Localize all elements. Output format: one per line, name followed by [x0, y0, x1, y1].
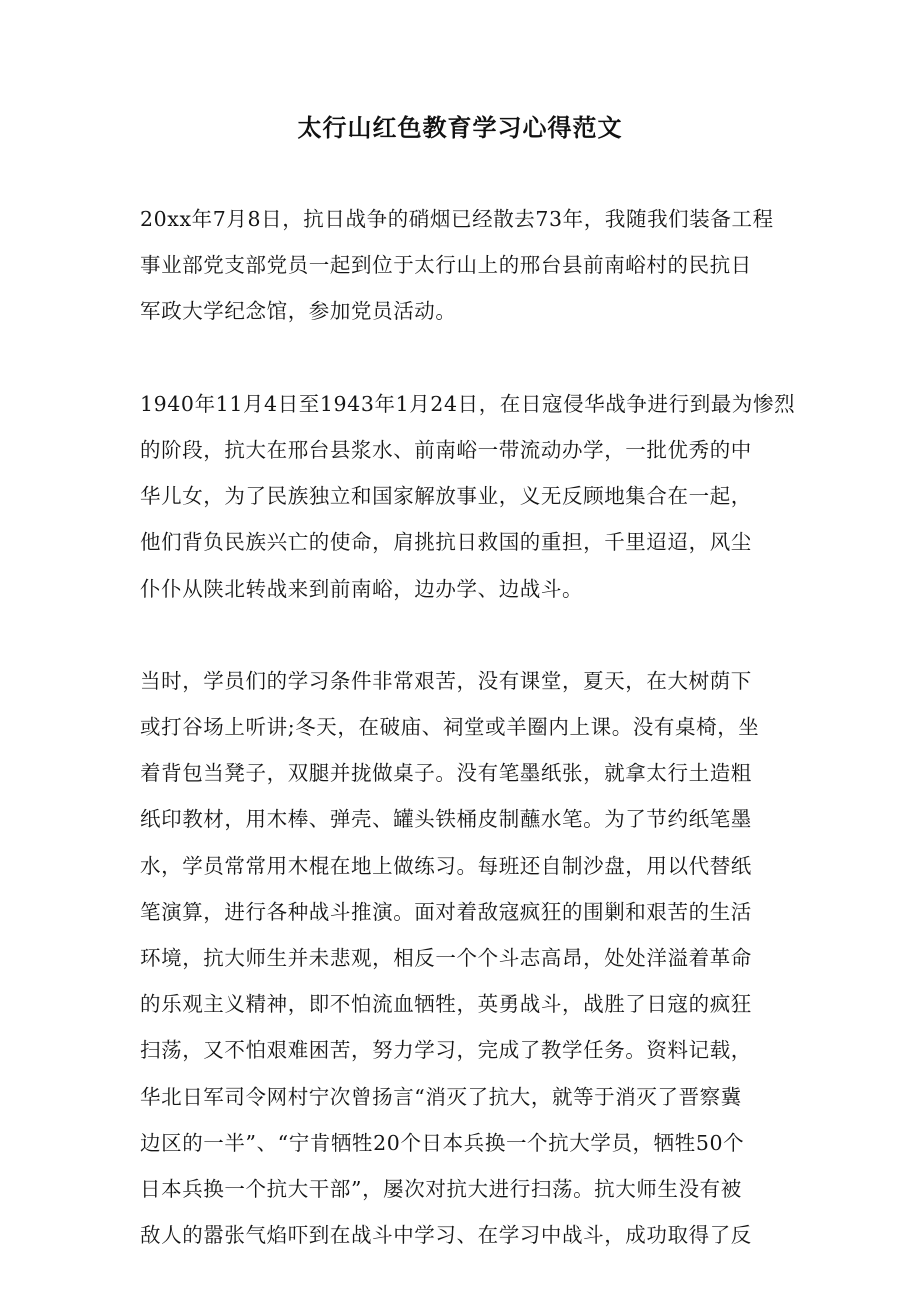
text-line: 纸印教材，用木棒、弹壳、罐头铁桶皮制蘸水笔。为了节约纸笔墨 — [140, 807, 752, 832]
text-line: 1940年11月4日至1943年1月24日，在日寇侵华战争进行到最为惨烈 — [140, 391, 796, 416]
paragraph-3 — [140, 658, 780, 1258]
paragraph-1 — [140, 196, 780, 335]
text-line: 仆仆从陕北转战来到前南峪，边办学、边战斗。 — [140, 576, 584, 601]
text-line: 华儿女，为了民族独立和国家解放事业，义无反顾地集合在一起， — [140, 484, 752, 509]
text-line: 日本兵换一个抗大干部”，屡次对抗大进行扫荡。抗大师生没有被 — [140, 1176, 742, 1201]
text-line: 军政大学纪念馆，参加党员活动。 — [140, 299, 457, 324]
text-line: 20xx年7月8日，抗日战争的硝烟已经散去73年，我随我们装备工程 — [140, 207, 774, 231]
text-line: 笔演算，进行各种战斗推演。面对着敌寇疯狂的围剿和艰苦的生活 — [140, 899, 752, 924]
text-line: 他们背负民族兴亡的使命，肩挑抗日救国的重担，千里迢迢，风尘 — [140, 530, 752, 555]
text-line: 环境，抗大师生并未悲观，相反一个个斗志高昂，处处洋溢着革命 — [140, 946, 752, 970]
text-line: 的乐观主义精神，即不怕流血牺牲，英勇战斗，战胜了日寇的疯狂 — [140, 992, 752, 1017]
document-body — [140, 196, 796, 1258]
text-line: 着背包当凳子，双腿并拢做桌子。没有笔墨纸张，就拿太行土造粗 — [140, 761, 752, 786]
text-line: 华北日军司令网村宁次曾扬言“消灭了抗大，就等于消灭了晋察冀 — [140, 1084, 742, 1109]
paragraph-spacer — [140, 612, 780, 658]
text-line: 扫荡，又不怕艰难困苦，努力学习，完成了教学任务。资料记载， — [140, 1038, 752, 1063]
paragraph-2 — [140, 381, 796, 612]
text-line: 的阶段，抗大在邢台县浆水、前南峪一带流动办学，一批优秀的中 — [140, 437, 752, 462]
text-line: 敌人的嚣张气焰吓到在战斗中学习、在学习中战斗，成功取得了反 — [140, 1223, 752, 1248]
text-line: 当时，学员们的学习条件非常艰苦，没有课堂，夏天，在大树荫下 — [140, 668, 752, 693]
text-line: 或打谷场上听讲;冬天，在破庙、祠堂或羊圈内上课。没有桌椅，坐 — [140, 715, 760, 740]
text-line: 事业部党支部党员一起到位于太行山上的邢台县前南峪村的民抗日 — [140, 253, 752, 278]
text-line: 边区的一半”、“宁肯牺牲20个日本兵换一个抗大学员，牺牲50个 — [140, 1130, 745, 1155]
text-line: 水，学员常常用木棍在地上做练习。每班还自制沙盘，用以代替纸 — [140, 853, 752, 878]
document-title: 太行山红色教育学习心得范文 — [297, 114, 623, 142]
paragraph-spacer — [140, 335, 780, 381]
